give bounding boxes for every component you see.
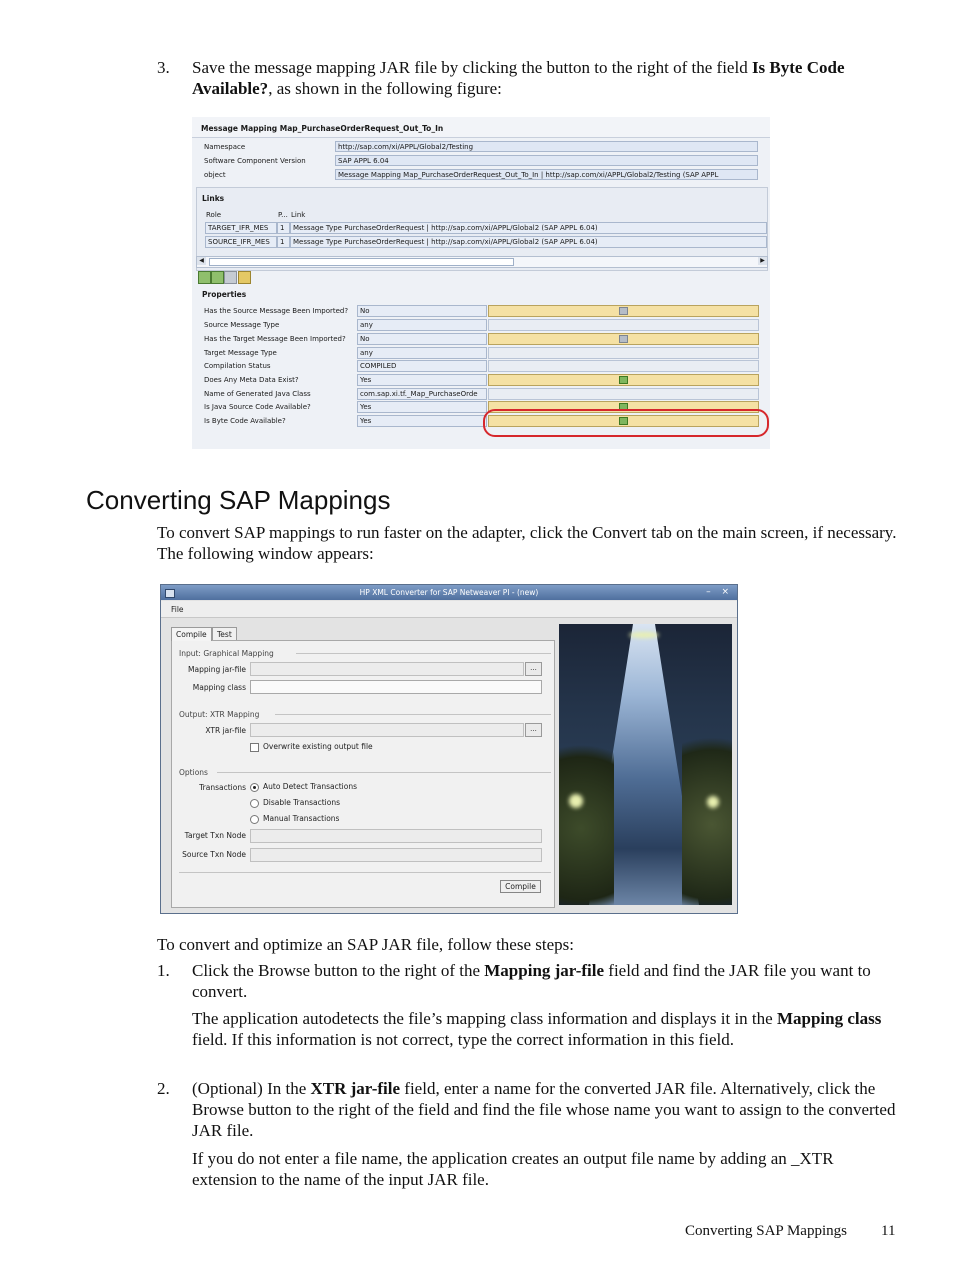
mapping-jar-label: Mapping jar-file [188,665,246,674]
tab-compile[interactable]: Compile [171,627,212,641]
manual-transactions-label: Manual Transactions [263,814,340,823]
target-txn-input[interactable] [250,829,542,843]
xtr-jar-input[interactable] [250,723,524,737]
transactions-label: Transactions [199,783,246,792]
object-value: Message Mapping Map_PurchaseOrderRequest_Out_To_In | http://sap.com/xi/APPL/Global2/Testing (SAP APPL [335,169,758,180]
link-p-cell[interactable]: 1 [277,236,290,248]
disable-transactions-label: Disable Transactions [263,798,341,807]
folder-icon [619,335,628,343]
tab-test[interactable]: Test [212,627,237,641]
property-label: Name of Generated Java Class [204,390,311,398]
divider [217,772,551,773]
scroll-left-arrow-icon[interactable]: ◀ [197,257,206,265]
source-txn-input[interactable] [250,848,542,862]
options-group-title: Options [179,768,208,777]
input-group-title: Input: Graphical Mapping [179,649,274,658]
links-col-role: Role [206,211,222,219]
step-number: 3. [157,58,170,77]
step2-detail: If you do not enter a file name, the application creates an output file name by adding an _XTR extension to the name of the input JAR file. [192,1149,834,1189]
property-label: Compilation Status [204,362,271,370]
object-label: object [204,171,226,179]
step1-text: Click the Browse button to the right of the Mapping jar-file field and find the JAR file you want to convert. [192,961,871,1001]
divider [275,714,551,715]
property-value: Yes [357,401,487,413]
window-title: HP XML Converter for SAP Netweaver PI - (new) [359,588,539,597]
property-value: any [357,319,487,331]
page-number: 11 [881,1223,896,1239]
section-heading: Converting SAP Mappings [86,485,391,515]
link-role-cell[interactable]: SOURCE_IFR_MES [205,236,277,248]
links-col-p: P... [278,211,288,219]
property-label: Is Byte Code Available? [204,417,286,425]
mapping-class-label: Mapping class [192,683,246,692]
compile-panel [171,640,555,908]
property-label: Target Message Type [204,349,277,357]
property-value: No [357,333,487,345]
steps-intro: To convert and optimize an SAP JAR file, follow these steps: [157,935,574,954]
mapping-jar-browse-button[interactable]: ... [525,662,542,676]
edit-link-icon[interactable] [211,271,224,284]
save-metadata-button[interactable] [488,374,759,386]
auto-detect-radio[interactable] [250,783,259,792]
properties-title: Properties [202,290,247,299]
folder-icon [619,307,628,315]
link-cell[interactable]: Message Type PurchaseOrderRequest | http://sap.com/xi/APPL/Global2 (SAP APPL 6.04) [290,236,767,248]
link-p-cell[interactable]: 1 [277,222,290,234]
property-empty-cell [488,319,759,331]
swcv-value: SAP APPL 6.04 [335,155,758,166]
window-controls[interactable]: – × [706,587,733,597]
xtr-jar-browse-button[interactable]: ... [525,723,542,737]
converter-window-screenshot [160,584,738,914]
property-empty-cell [488,388,759,400]
link-role-cell[interactable]: TARGET_IFR_MES [205,222,277,234]
scroll-right-arrow-icon[interactable]: ▶ [758,257,767,265]
import-target-button[interactable] [488,333,759,345]
footer-section-title: Converting SAP Mappings [685,1223,847,1239]
step1-detail: The application autodetects the file’s mapping class information and displays it in the Mapping class field. If this information is not correct, type the correct information in this field. [192,1009,882,1049]
city-avenue-photo [559,624,732,905]
property-empty-cell [488,347,759,359]
property-value: No [357,305,487,317]
step3-text: Save the message mapping JAR file by clicking the button to the right of the field Is Byte Code Available?, as shown in the following figure: [192,58,845,98]
links-col-link: Link [291,211,306,219]
divider [296,653,551,654]
namespace-label: Namespace [204,143,246,151]
auto-detect-label: Auto Detect Transactions [263,782,358,791]
step2-text: (Optional) In the XTR jar-file field, enter a name for the converted JAR file. Alternatively, click the Browse button to the right of the field and find the file whose name you want to assign to the converted JAR file. [192,1079,896,1140]
highlight-circle [483,409,769,437]
divider [179,872,551,873]
window-title-bar [161,585,737,600]
scrollbar-thumb[interactable] [209,258,514,266]
mapping-jar-input[interactable] [250,662,524,676]
horizontal-scrollbar[interactable] [196,256,768,268]
import-source-button[interactable] [488,305,759,317]
sap-message-mapping-screenshot [192,117,770,449]
links-title: Links [202,194,225,203]
property-value: COMPILED [357,360,487,372]
overwrite-label: Overwrite existing output file [263,742,373,751]
property-label: Has the Target Message Been Imported? [204,335,346,343]
target-txn-label: Target Txn Node [184,831,246,840]
source-txn-label: Source Txn Node [182,850,246,859]
menu-file[interactable]: File [171,605,184,614]
save-icon [619,376,628,384]
menu-bar [161,601,737,618]
property-value: Yes [357,415,487,427]
manual-transactions-radio[interactable] [250,815,259,824]
delete-link-icon[interactable] [238,271,251,284]
output-group-title: Output: XTR Mapping [179,710,260,719]
property-label: Source Message Type [204,321,280,329]
namespace-value: http://sap.com/xi/APPL/Global2/Testing [335,141,758,152]
mapping-class-input[interactable] [250,680,542,694]
compile-button[interactable]: Compile [500,880,541,893]
mapping-title: Message Mapping Map_PurchaseOrderRequest_Out_To_In [201,124,444,133]
property-value: Yes [357,374,487,386]
copy-link-icon[interactable] [224,271,237,284]
step-number: 1. [157,961,170,980]
disable-transactions-radio[interactable] [250,799,259,808]
swcv-label: Software Component Version [204,157,306,165]
add-link-icon[interactable] [198,271,211,284]
mapping-title-bar [192,117,770,138]
overwrite-checkbox[interactable] [250,743,259,752]
xtr-jar-label: XTR jar-file [205,726,246,735]
property-empty-cell [488,360,759,372]
property-label: Does Any Meta Data Exist? [204,376,299,384]
step-number: 2. [157,1079,170,1098]
intro-paragraph: To convert SAP mappings to run faster on the adapter, click the Convert tab on the main screen, if necessary. The following window appears: [157,523,897,563]
window-icon [165,589,175,598]
property-label: Is Java Source Code Available? [204,403,311,411]
property-value: com.sap.xi.tf._Map_PurchaseOrde [357,388,487,400]
property-label: Has the Source Message Been Imported? [204,307,349,315]
link-cell[interactable]: Message Type PurchaseOrderRequest | http://sap.com/xi/APPL/Global2 (SAP APPL 6.04) [290,222,767,234]
property-value: any [357,347,487,359]
